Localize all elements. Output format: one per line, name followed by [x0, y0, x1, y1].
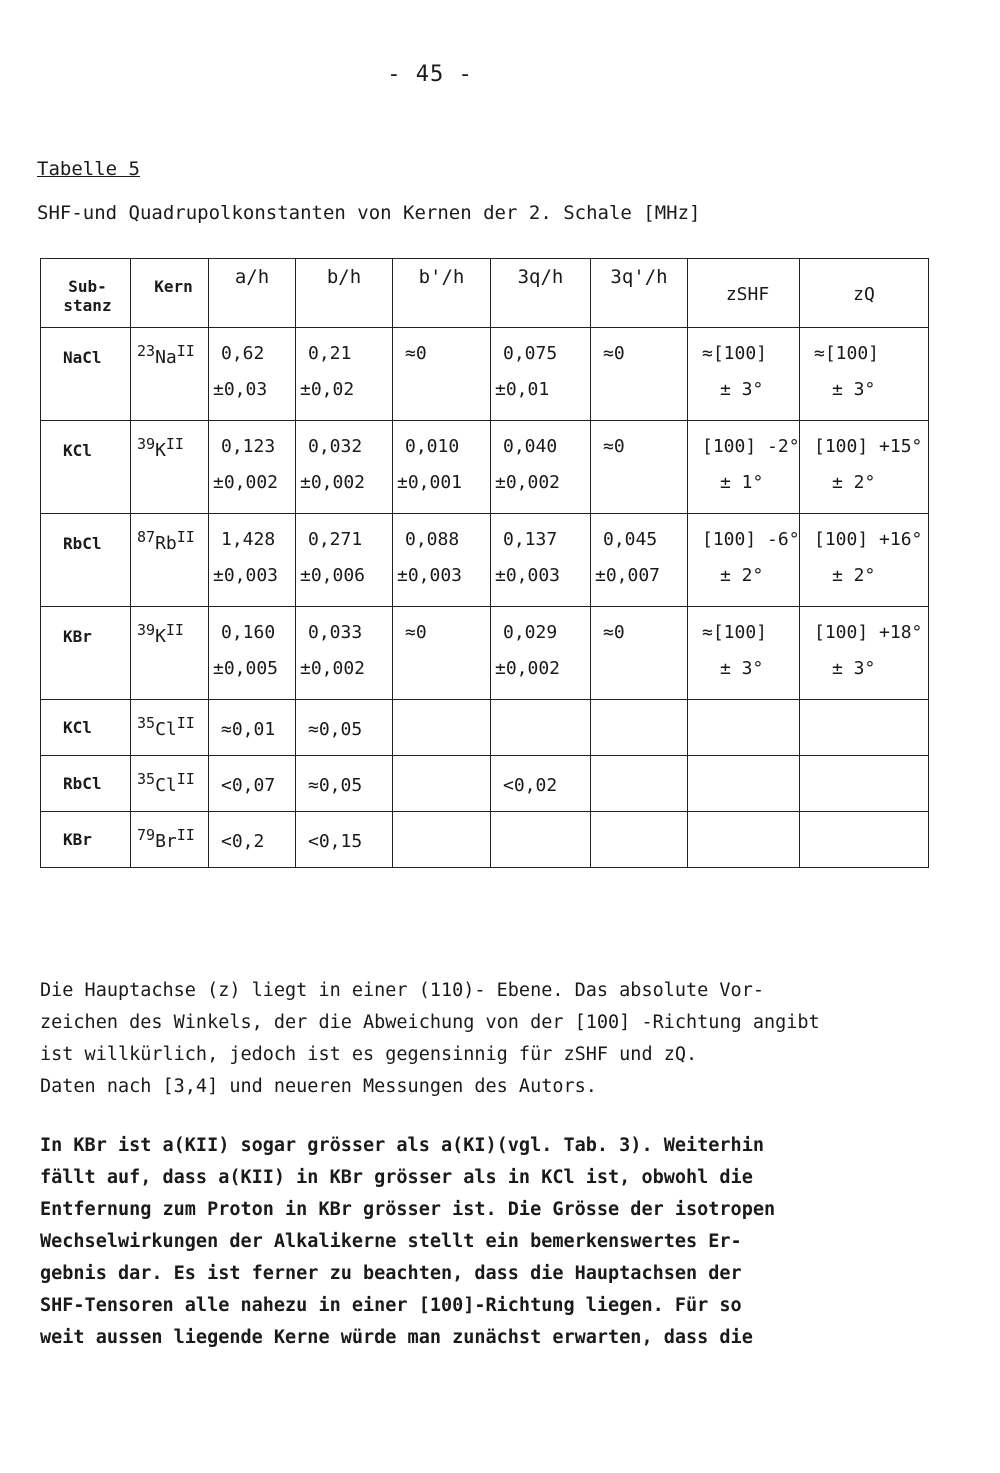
- cell-q-h: 0,029 ±0,002: [491, 607, 591, 700]
- cell-a-h: 0,160 ±0,005: [209, 607, 296, 700]
- cell-bprime-h: [393, 812, 491, 868]
- header-q-h: 3q/h: [491, 259, 591, 328]
- cell-z-shf: [688, 812, 800, 868]
- header-kern: Kern: [131, 259, 209, 328]
- cell-q-h: [491, 812, 591, 868]
- cell-substanz: KBr: [41, 607, 131, 700]
- table-row: [41, 607, 929, 700]
- note-paragraph: Die Hauptachse (z) liegt in einer (110)- Ebene. Das absolute Vor- zeichen des Winkels, der die Abweichung von der [100] -Richtung angibt ist willkürlich, jedoch ist es gegensinnig für zSHF und zQ. Daten nach [3,4] und neueren Messungen des Autors.: [40, 980, 820, 1097]
- cell-z-shf: [100] -6° ± 2°: [688, 514, 800, 607]
- header-substanz: Sub- stanz: [41, 259, 131, 328]
- cell-bprime-h: ≈0: [393, 328, 491, 421]
- table-row: [41, 756, 929, 812]
- cell-a-h: ≈0,01: [209, 700, 296, 756]
- cell-b-h: <0,15: [296, 812, 393, 868]
- cell-qprime-h: ≈0: [591, 328, 688, 421]
- cell-q-h: [491, 700, 591, 756]
- header-z-q: zQ: [800, 259, 929, 328]
- cell-kern: $^{35}Cl^{II}$: [131, 756, 209, 812]
- cell-substanz: NaCl: [41, 328, 131, 421]
- cell-kern: $^{87}Rb^{II}$: [131, 514, 209, 607]
- cell-z-q: [100] +16° ± 2°: [800, 514, 929, 607]
- header-qprime-h: 3q'/h: [591, 259, 688, 328]
- cell-z-shf: [688, 756, 800, 812]
- cell-substanz: RbCl: [41, 756, 131, 812]
- cell-substanz: KBr: [41, 812, 131, 868]
- cell-kern: $^{35}Cl^{II}$: [131, 700, 209, 756]
- cell-b-h: ≈0,05: [296, 700, 393, 756]
- cell-qprime-h: 0,045 ±0,007: [591, 514, 688, 607]
- cell-a-h: 0,123 ±0,002: [209, 421, 296, 514]
- cell-a-h: 0,62 ±0,03: [209, 328, 296, 421]
- table-row: [41, 421, 929, 514]
- table-row: [41, 700, 929, 756]
- cell-z-q: [800, 812, 929, 868]
- cell-b-h: 0,033 ±0,002: [296, 607, 393, 700]
- cell-z-shf: ≈[100] ± 3°: [688, 328, 800, 421]
- cell-b-h: ≈0,05: [296, 756, 393, 812]
- cell-substanz: KCl: [41, 700, 131, 756]
- cell-bprime-h: [393, 700, 491, 756]
- table-row: [41, 514, 929, 607]
- cell-z-q: [800, 756, 929, 812]
- table-row: [41, 328, 929, 421]
- cell-bprime-h: 0,010 ±0,001: [393, 421, 491, 514]
- table-caption: SHF-und Quadrupolkonstanten von Kernen der 2. Schale [MHz]: [37, 202, 701, 224]
- header-a-h: a/h: [209, 259, 296, 328]
- cell-q-h: 0,040 ±0,002: [491, 421, 591, 514]
- cell-kern: $^{39}K^{II}$: [131, 607, 209, 700]
- cell-z-shf: [688, 700, 800, 756]
- cell-qprime-h: ≈0: [591, 607, 688, 700]
- cell-a-h: 1,428 ±0,003: [209, 514, 296, 607]
- header-bprime-h: b'/h: [393, 259, 491, 328]
- cell-kern: $^{39}K^{II}$: [131, 421, 209, 514]
- cell-a-h: <0,2: [209, 812, 296, 868]
- page-number: - 45 -: [387, 62, 473, 87]
- cell-q-h: <0,02: [491, 756, 591, 812]
- body-paragraph: In KBr ist a(KII) sogar grösser als a(KI)(vgl. Tab. 3). Weiterhin fällt auf, dass a(KII) in KBr grösser als in KCl ist, obwohl die Entfernung zum Proton in KBr grösser ist. Die Grösse der isotropen Wechselwirkungen der Alkalikerne stellt ein bemerkenswertes Er- gebnis dar. Es ist ferner zu beachten, dass die Hauptachsen der SHF-Tensoren alle nahezu in einer [100]-Richtung liegen. Für so weit aussen liegende Kerne würde man zunächst erwarten, dass die: [40, 1135, 776, 1348]
- cell-bprime-h: [393, 756, 491, 812]
- header-z-shf: zSHF: [688, 259, 800, 328]
- cell-z-q: [800, 700, 929, 756]
- cell-qprime-h: [591, 812, 688, 868]
- cell-b-h: 0,271 ±0,006: [296, 514, 393, 607]
- cell-z-q: [100] +18° ± 3°: [800, 607, 929, 700]
- table-row: [41, 812, 929, 868]
- table-header-row: [41, 259, 929, 328]
- cell-z-shf: ≈[100] ± 3°: [688, 607, 800, 700]
- cell-substanz: RbCl: [41, 514, 131, 607]
- cell-q-h: 0,137 ±0,003: [491, 514, 591, 607]
- cell-bprime-h: ≈0: [393, 607, 491, 700]
- cell-kern: $^{79}Br^{II}$: [131, 812, 209, 868]
- constants-table: [40, 258, 929, 868]
- cell-bprime-h: 0,088 ±0,003: [393, 514, 491, 607]
- cell-z-q: ≈[100] ± 3°: [800, 328, 929, 421]
- cell-qprime-h: ≈0: [591, 421, 688, 514]
- table-title: Tabelle 5: [37, 158, 140, 180]
- cell-a-h: <0,07: [209, 756, 296, 812]
- cell-b-h: 0,032 ±0,002: [296, 421, 393, 514]
- cell-qprime-h: [591, 756, 688, 812]
- cell-kern: $^{23}Na^{II}$: [131, 328, 209, 421]
- header-b-h: b/h: [296, 259, 393, 328]
- cell-z-q: [100] +15° ± 2°: [800, 421, 929, 514]
- cell-q-h: 0,075 ±0,01: [491, 328, 591, 421]
- cell-substanz: KCl: [41, 421, 131, 514]
- cell-b-h: 0,21 ±0,02: [296, 328, 393, 421]
- cell-qprime-h: [591, 700, 688, 756]
- cell-z-shf: [100] -2° ± 1°: [688, 421, 800, 514]
